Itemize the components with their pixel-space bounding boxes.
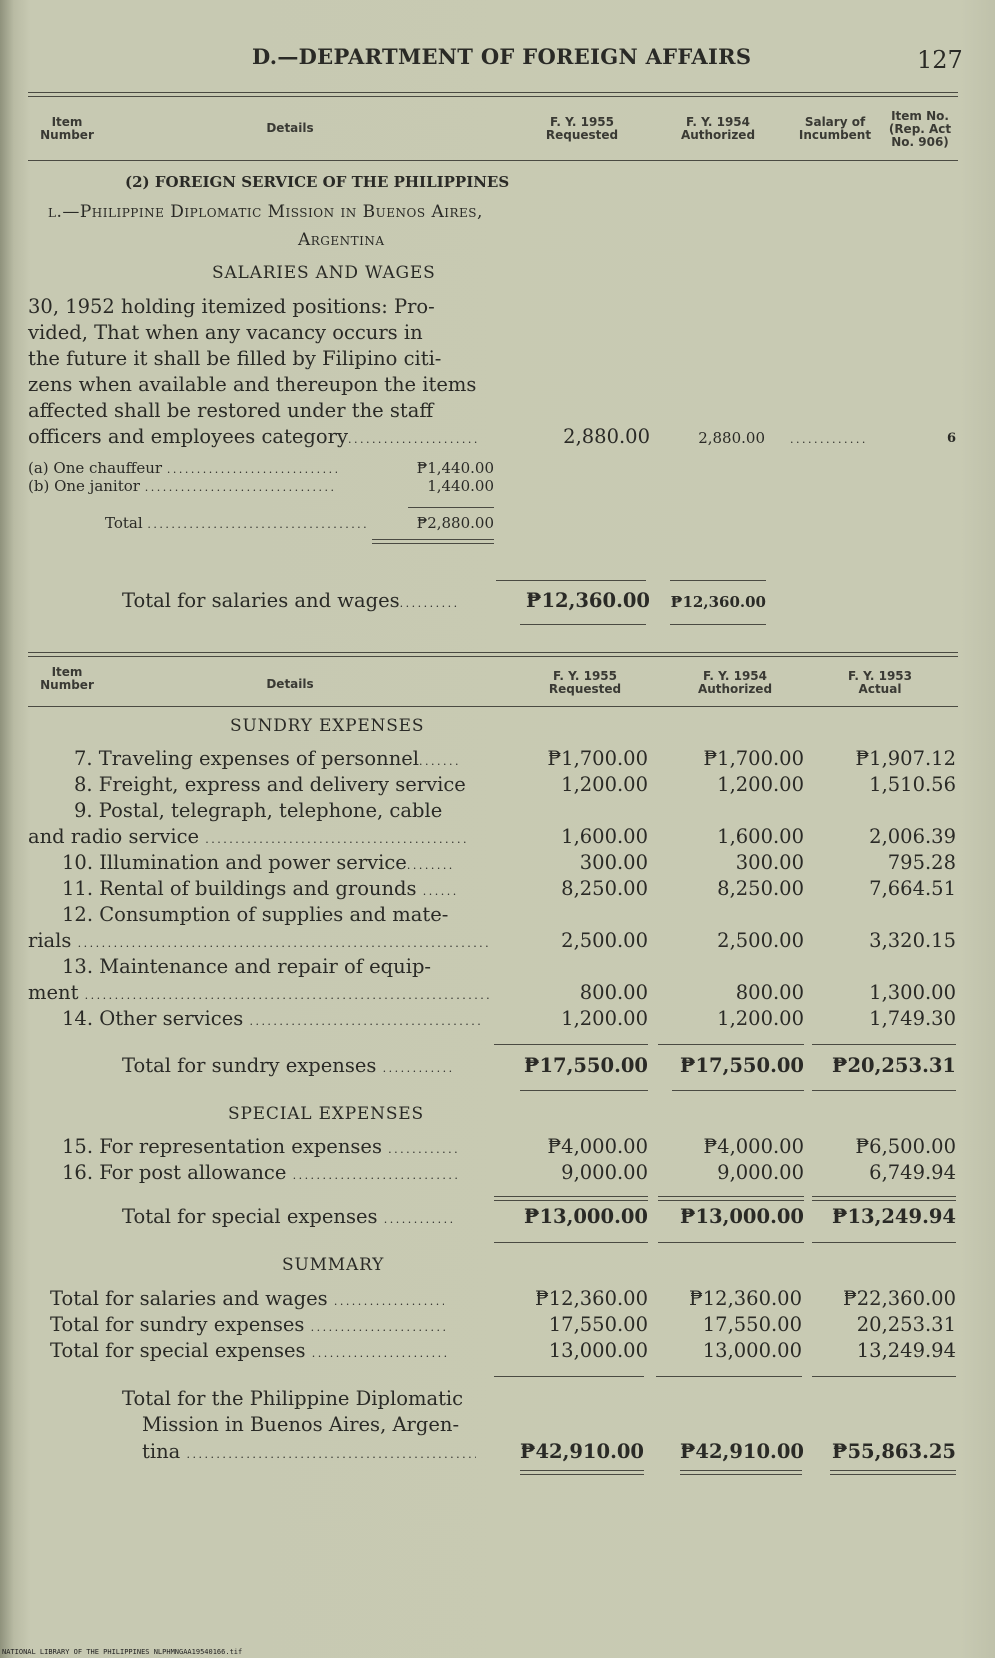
- sundry-item-12-line1: 12. Consumption of supplies and mate-: [62, 903, 449, 926]
- sundry-heading: SUNDRY EXPENSES: [230, 716, 425, 736]
- sundry-item-9-line1: 9. Postal, telegraph, telephone, cable: [74, 799, 443, 822]
- sub-total-amount: ₱2,880.00: [416, 514, 494, 532]
- salaries-total-rule-req: [496, 580, 646, 581]
- col-item-number: Item Number: [40, 115, 94, 142]
- sundry-12-req: 2,500.00: [561, 929, 648, 952]
- salaries-total-requested: ₱12,360.00: [526, 589, 650, 612]
- sundry-item-10: 10. Illumination and power service. . .: [62, 851, 452, 874]
- grand-total-act: ₱55,863.25: [832, 1440, 956, 1463]
- sundry-total-rule-req: [494, 1044, 648, 1045]
- sub-total-label: Total . . .: [105, 514, 367, 532]
- table2-header-rule: [28, 706, 958, 707]
- sundry-item-8: 8. Freight, express and delivery service: [74, 773, 466, 796]
- sundry-item-9-line2: and radio service . . .: [28, 825, 470, 848]
- special-total-req: ₱13,000.00: [524, 1205, 648, 1228]
- special-15-req: ₱4,000.00: [547, 1135, 648, 1158]
- special-16-act: 6,749.94: [869, 1161, 956, 1184]
- salaries-total-rule-auth: [670, 580, 766, 581]
- sub-total-rule: [408, 507, 494, 508]
- summary-salaries-auth: ₱12,360.00: [688, 1287, 802, 1310]
- para-requested: 2,880.00: [563, 425, 650, 448]
- summary-special-req: 13,000.00: [548, 1339, 648, 1362]
- sundry-7-act: ₱1,907.12: [855, 747, 956, 770]
- col-details: Details: [266, 121, 314, 135]
- sundry-10-auth: 300.00: [735, 851, 804, 874]
- special-total-underline-act: [812, 1242, 956, 1243]
- sundry-11-req: 8,250.00: [561, 877, 648, 900]
- sundry-11-act: 7,664.51: [869, 877, 956, 900]
- sundry-item-13-line1: 13. Maintenance and repair of equip-: [62, 955, 432, 978]
- summary-salaries: Total for salaries and wages . . .: [50, 1287, 444, 1310]
- summary-sundry-req: 17,550.00: [548, 1313, 648, 1336]
- summary-special-auth: 13,000.00: [702, 1339, 802, 1362]
- sundry-8-act: 1,510.56: [869, 773, 956, 796]
- grand-total-rule-req: [494, 1376, 644, 1377]
- sundry-8-req: 1,200.00: [561, 773, 648, 796]
- para-line-3: the future it shall be filled by Filipino citi-: [28, 347, 442, 370]
- col2-fy1955-requested: F. Y. 1955 Requested: [548, 669, 622, 696]
- special-15-act: ₱6,500.00: [855, 1135, 956, 1158]
- grand-total-req: ₱42,910.00: [520, 1440, 644, 1463]
- sundry-item-13-line2: ment . . .: [28, 981, 490, 1004]
- sundry-total-underline-act: [812, 1090, 956, 1091]
- scan-footer: NATIONAL LIBRARY OF THE PHILIPPINES NLPHMNGAA19540166.tif: [2, 1648, 243, 1656]
- para-line-5: affected shall be restored under the staff: [28, 399, 434, 422]
- sundry-total-rule-act: [812, 1044, 956, 1045]
- para-line-1: 30, 1952 holding itemized positions: Pro-: [28, 295, 435, 318]
- sundry-item-12-line2: rials . . .: [28, 929, 488, 952]
- col2-item-number: Item Number: [40, 665, 94, 692]
- grand-total-line3: tina . . .: [142, 1440, 476, 1463]
- col-fy1955-requested: F. Y. 1955 Requested: [545, 115, 619, 142]
- sub-item-a: (a) One chauffeur . . .: [28, 459, 337, 477]
- col-fy1954-authorized: F. Y. 1954 Authorized: [680, 115, 756, 142]
- page-number: 127: [917, 46, 963, 74]
- sundry-9-auth: 1,600.00: [717, 825, 804, 848]
- special-item-15: 15. For representation expenses . . .: [62, 1135, 458, 1158]
- sundry-10-req: 300.00: [579, 851, 648, 874]
- grand-total-double-rule-auth: [680, 1470, 802, 1475]
- summary-special: Total for special expenses . . .: [50, 1339, 450, 1362]
- sundry-total-act: ₱20,253.31: [832, 1054, 956, 1077]
- col2-fy1954-authorized: F. Y. 1954 Authorized: [697, 669, 773, 696]
- sundry-total-rule-auth: [658, 1044, 804, 1045]
- sundry-item-11: 11. Rental of buildings and grounds . . .: [62, 877, 458, 900]
- sundry-total-underline-auth: [672, 1090, 804, 1091]
- grand-total-line1: Total for the Philippine Diplomatic: [122, 1387, 464, 1410]
- sundry-13-req: 800.00: [579, 981, 648, 1004]
- para-line-6: officers and employees category. . .: [28, 425, 478, 448]
- sundry-14-act: 1,749.30: [869, 1007, 956, 1030]
- salaries-total-underline-auth: [670, 624, 766, 625]
- salaries-total-underline-req: [520, 624, 646, 625]
- para-line-2: vided, That when any vacancy occurs in: [28, 321, 423, 344]
- sundry-12-act: 3,320.15: [869, 929, 956, 952]
- special-16-auth: 9,000.00: [717, 1161, 804, 1184]
- salaries-total-label: Total for salaries and wages. . .: [122, 589, 460, 612]
- special-total-underline-req: [494, 1242, 648, 1243]
- summary-sundry: Total for sundry expenses . . .: [50, 1313, 449, 1336]
- special-total-label: Total for special expenses . . .: [122, 1205, 454, 1228]
- special-total-underline-auth: [658, 1242, 804, 1243]
- sundry-12-auth: 2,500.00: [717, 929, 804, 952]
- summary-salaries-req: ₱12,360.00: [534, 1287, 648, 1310]
- special-total-auth: ₱13,000.00: [680, 1205, 804, 1228]
- mission-title-line2: Argentina: [298, 230, 385, 250]
- sundry-14-auth: 1,200.00: [717, 1007, 804, 1030]
- col2-details: Details: [266, 677, 314, 691]
- grand-total-double-rule-act: [830, 1470, 956, 1475]
- sundry-8-auth: 1,200.00: [717, 773, 804, 796]
- sundry-11-auth: 8,250.00: [717, 877, 804, 900]
- col-item-no-rep-act: Item No. (Rep. Act No. 906): [888, 109, 952, 149]
- special-total-rule-act: [812, 1196, 956, 1201]
- page-header-title: D.—DEPARTMENT OF FOREIGN AFFAIRS: [252, 44, 752, 69]
- special-total-act: ₱13,249.94: [832, 1205, 956, 1228]
- sundry-14-req: 1,200.00: [561, 1007, 648, 1030]
- special-16-req: 9,000.00: [561, 1161, 648, 1184]
- sundry-7-req: ₱1,700.00: [547, 747, 648, 770]
- sundry-9-req: 1,600.00: [561, 825, 648, 848]
- special-heading: SPECIAL EXPENSES: [228, 1104, 424, 1124]
- sub-total-double-rule: [372, 539, 494, 544]
- sundry-total-underline-req: [520, 1090, 648, 1091]
- sundry-9-act: 2,006.39: [869, 825, 956, 848]
- sundry-13-auth: 800.00: [735, 981, 804, 1004]
- table1-header-rule: [28, 160, 958, 161]
- salaries-total-authorized: ₱12,360.00: [670, 593, 766, 611]
- summary-sundry-act: 20,253.31: [856, 1313, 956, 1336]
- para-salary-incumbent-dots: [790, 429, 865, 447]
- grand-total-line2: Mission in Buenos Aires, Argen-: [142, 1413, 460, 1436]
- sundry-total-label: Total for sundry expenses . . .: [122, 1054, 453, 1077]
- sundry-total-req: ₱17,550.00: [524, 1054, 648, 1077]
- grand-total-rule-act: [812, 1376, 956, 1377]
- sundry-13-act: 1,300.00: [869, 981, 956, 1004]
- special-item-16: 16. For post allowance . . .: [62, 1161, 458, 1184]
- section-title: (2) FOREIGN SERVICE OF THE PHILIPPINES: [125, 173, 510, 191]
- grand-total-auth: ₱42,910.00: [680, 1440, 804, 1463]
- special-total-rule-req: [494, 1196, 648, 1201]
- col-salary-incumbent: Salary of Incumbent: [798, 115, 872, 142]
- grand-total-rule-auth: [656, 1376, 802, 1377]
- summary-sundry-auth: 17,550.00: [702, 1313, 802, 1336]
- special-total-rule-auth: [658, 1196, 804, 1201]
- sundry-item-14: 14. Other services . . .: [62, 1007, 484, 1030]
- grand-total-double-rule-req: [520, 1470, 644, 1475]
- salaries-wages-heading: SALARIES AND WAGES: [212, 263, 436, 283]
- table2-top-rule: [28, 652, 958, 657]
- para-line-4: zens when available and thereupon the items: [28, 373, 477, 396]
- summary-heading: SUMMARY: [282, 1255, 385, 1275]
- col2-fy1953-actual: F. Y. 1953 Actual: [847, 669, 912, 696]
- para-authorized: 2,880.00: [698, 429, 765, 447]
- sub-item-a-amount: ₱1,440.00: [416, 459, 494, 477]
- para-item-no: 6: [946, 431, 956, 446]
- sundry-7-auth: ₱1,700.00: [703, 747, 804, 770]
- special-15-auth: ₱4,000.00: [703, 1135, 804, 1158]
- mission-title-line1: l.—Philippine Diplomatic Mission in Buenos Aires,: [48, 202, 483, 222]
- sundry-10-act: 795.28: [887, 851, 956, 874]
- sub-item-b: (b) One janitor . . .: [28, 477, 335, 495]
- summary-salaries-act: ₱22,360.00: [842, 1287, 956, 1310]
- sub-item-b-amount: 1,440.00: [427, 477, 494, 495]
- sundry-total-auth: ₱17,550.00: [680, 1054, 804, 1077]
- sundry-item-7: 7. Traveling expenses of personnel. . .: [74, 747, 459, 770]
- summary-special-act: 13,249.94: [856, 1339, 956, 1362]
- table1-top-rule: [28, 92, 958, 97]
